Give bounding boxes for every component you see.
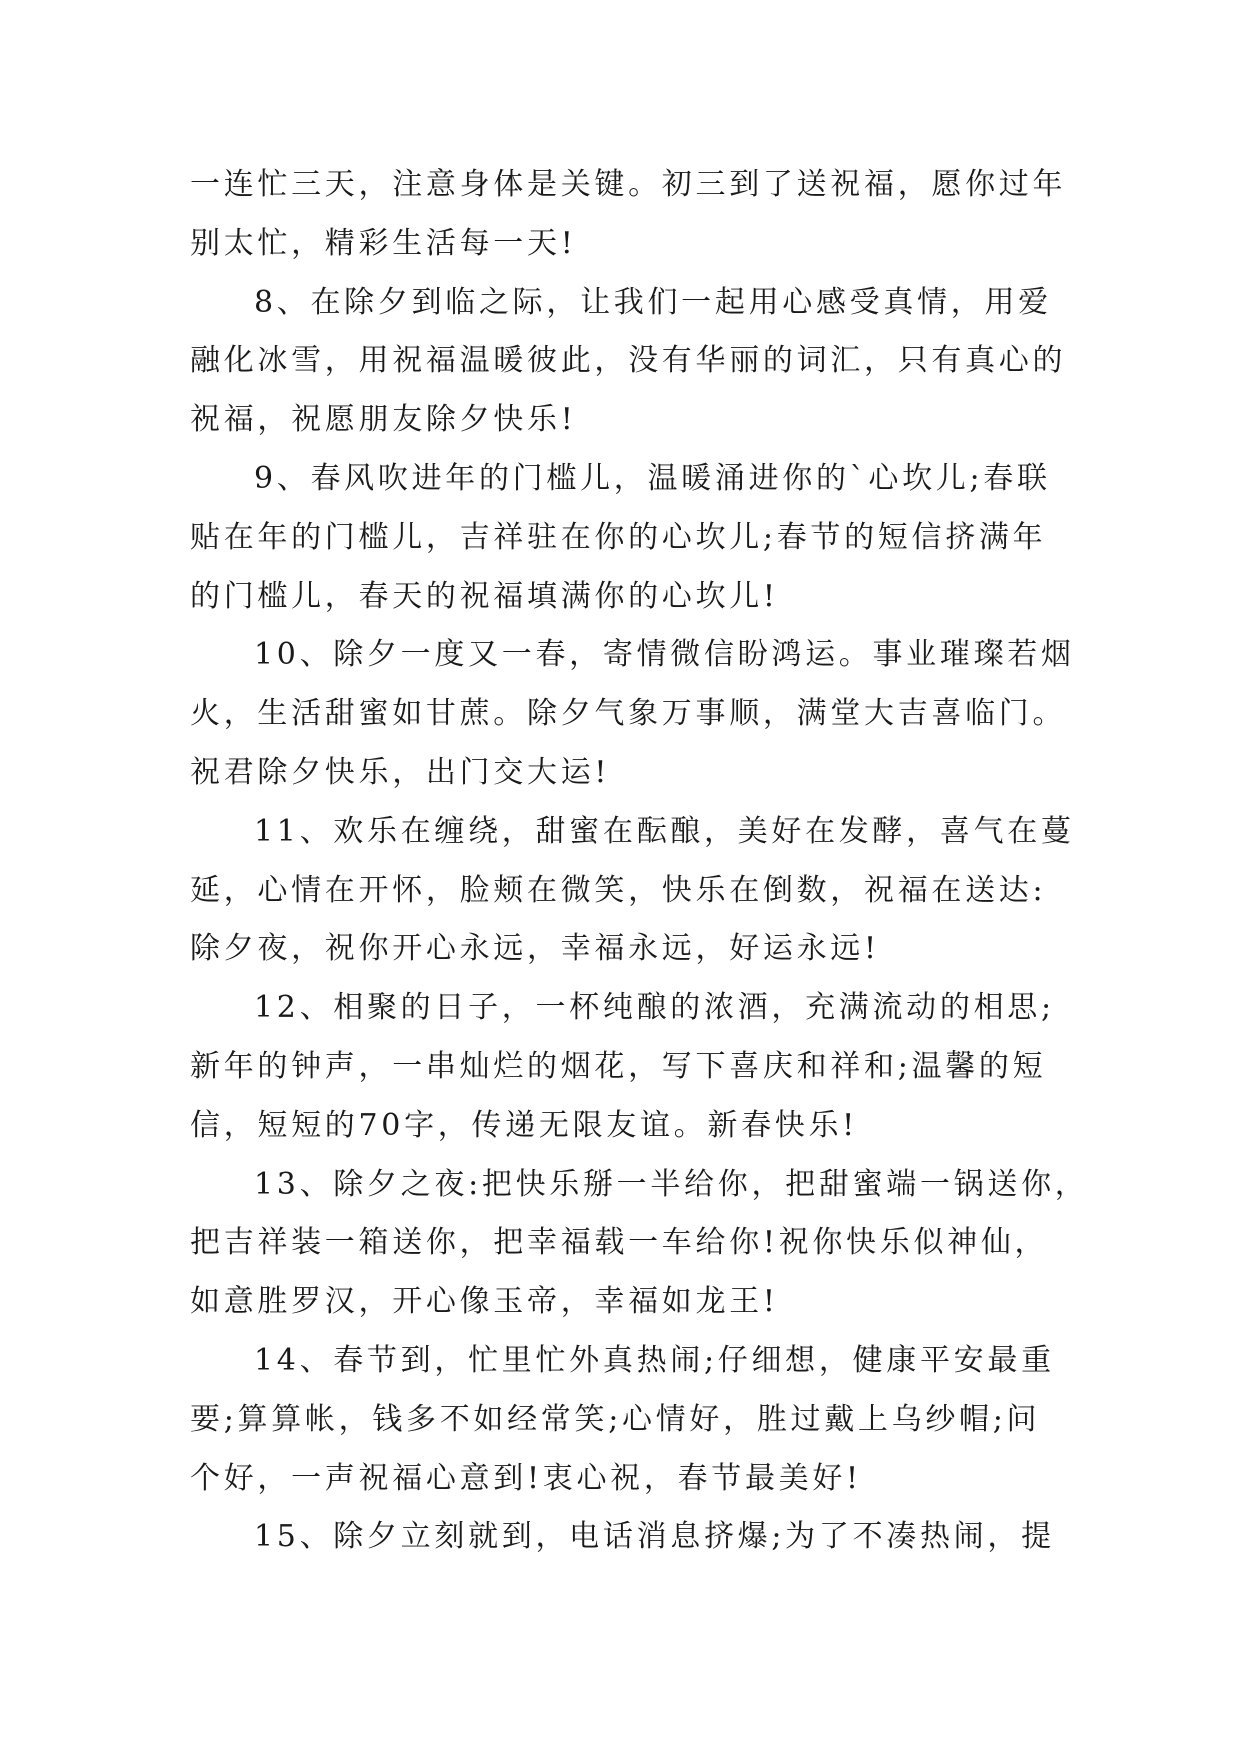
- paragraph-first-line: 9、春风吹进年的门槛儿，温暖涌进你的`心坎儿;春联: [254, 460, 1051, 496]
- paragraph-line: 一连忙三天，注意身体是关键。初三到了送祝福，愿你过年: [190, 167, 1067, 202]
- paragraph-first-line: 8、在除夕到临之际，让我们一起用心感受真情，用爱: [254, 284, 1052, 320]
- paragraph-first-line: 13、除夕之夜:把快乐掰一半给你，把甜蜜端一锅送你，: [254, 1166, 1089, 1202]
- paragraph-first-line: 11、欢乐在缠绕，甜蜜在酝酿，美好在发酵，喜气在蔓: [254, 813, 1075, 849]
- paragraph-line: 的门槛儿，春天的祝福填满你的心坎儿!: [190, 578, 779, 614]
- paragraph-line: 除夕夜，祝你开心永远，幸福永远，好运永远!: [190, 931, 880, 967]
- paragraph-line: 个好，一声祝福心意到!衷心祝，春节最美好!: [190, 1460, 862, 1496]
- paragraph-line: 要;算算帐，钱多不如经常笑;心情好，胜过戴上乌纱帽;问: [190, 1401, 1041, 1437]
- paragraph-line: 祝君除夕快乐，出门交大运!: [190, 754, 611, 790]
- paragraph-line: 别太忙，精彩生活每一天!: [190, 225, 577, 261]
- paragraph-first-line: 15、除夕立刻就到，电话消息挤爆;为了不凑热闹，提: [254, 1519, 1055, 1555]
- paragraph-line: 新年的钟声，一串灿烂的烟花，写下喜庆和祥和;温馨的短: [190, 1048, 1047, 1084]
- document-body: [190, 156, 1089, 1567]
- paragraph-line: 融化冰雪，用祝福温暖彼此，没有华丽的词汇，只有真心的: [190, 343, 1067, 379]
- paragraph-first-line: 10、除夕一度又一春，寄情微信盼鸿运。事业璀璨若烟: [254, 637, 1075, 673]
- paragraph-first-line: 14、春节到，忙里忙外真热闹;仔细想，健康平安最重: [254, 1342, 1055, 1378]
- paragraph-line: 火，生活甜蜜如甘蔗。除夕气象万事顺，满堂大吉喜临门。: [190, 696, 1067, 732]
- paragraph-line: 信，短短的70字，传递无限友谊。新春快乐!: [190, 1107, 858, 1143]
- paragraph-line: 把吉祥装一箱送你，把幸福载一车给你!祝你快乐似神仙，: [190, 1225, 1049, 1261]
- paragraph-line: 祝福，祝愿朋友除夕快乐!: [190, 402, 577, 438]
- paragraph-first-line: 12、相聚的日子，一杯纯酿的浓酒，充满流动的相思;: [254, 990, 1055, 1026]
- paragraph-line: 贴在年的门槛儿，吉祥驻在你的心坎儿;春节的短信挤满年: [190, 519, 1047, 555]
- paragraph-line: 延，心情在开怀，脸颊在微笑，快乐在倒数，祝福在送达:: [190, 872, 1047, 908]
- paragraph-line: 如意胜罗汉，开心像玉帝，幸福如龙王!: [190, 1284, 779, 1320]
